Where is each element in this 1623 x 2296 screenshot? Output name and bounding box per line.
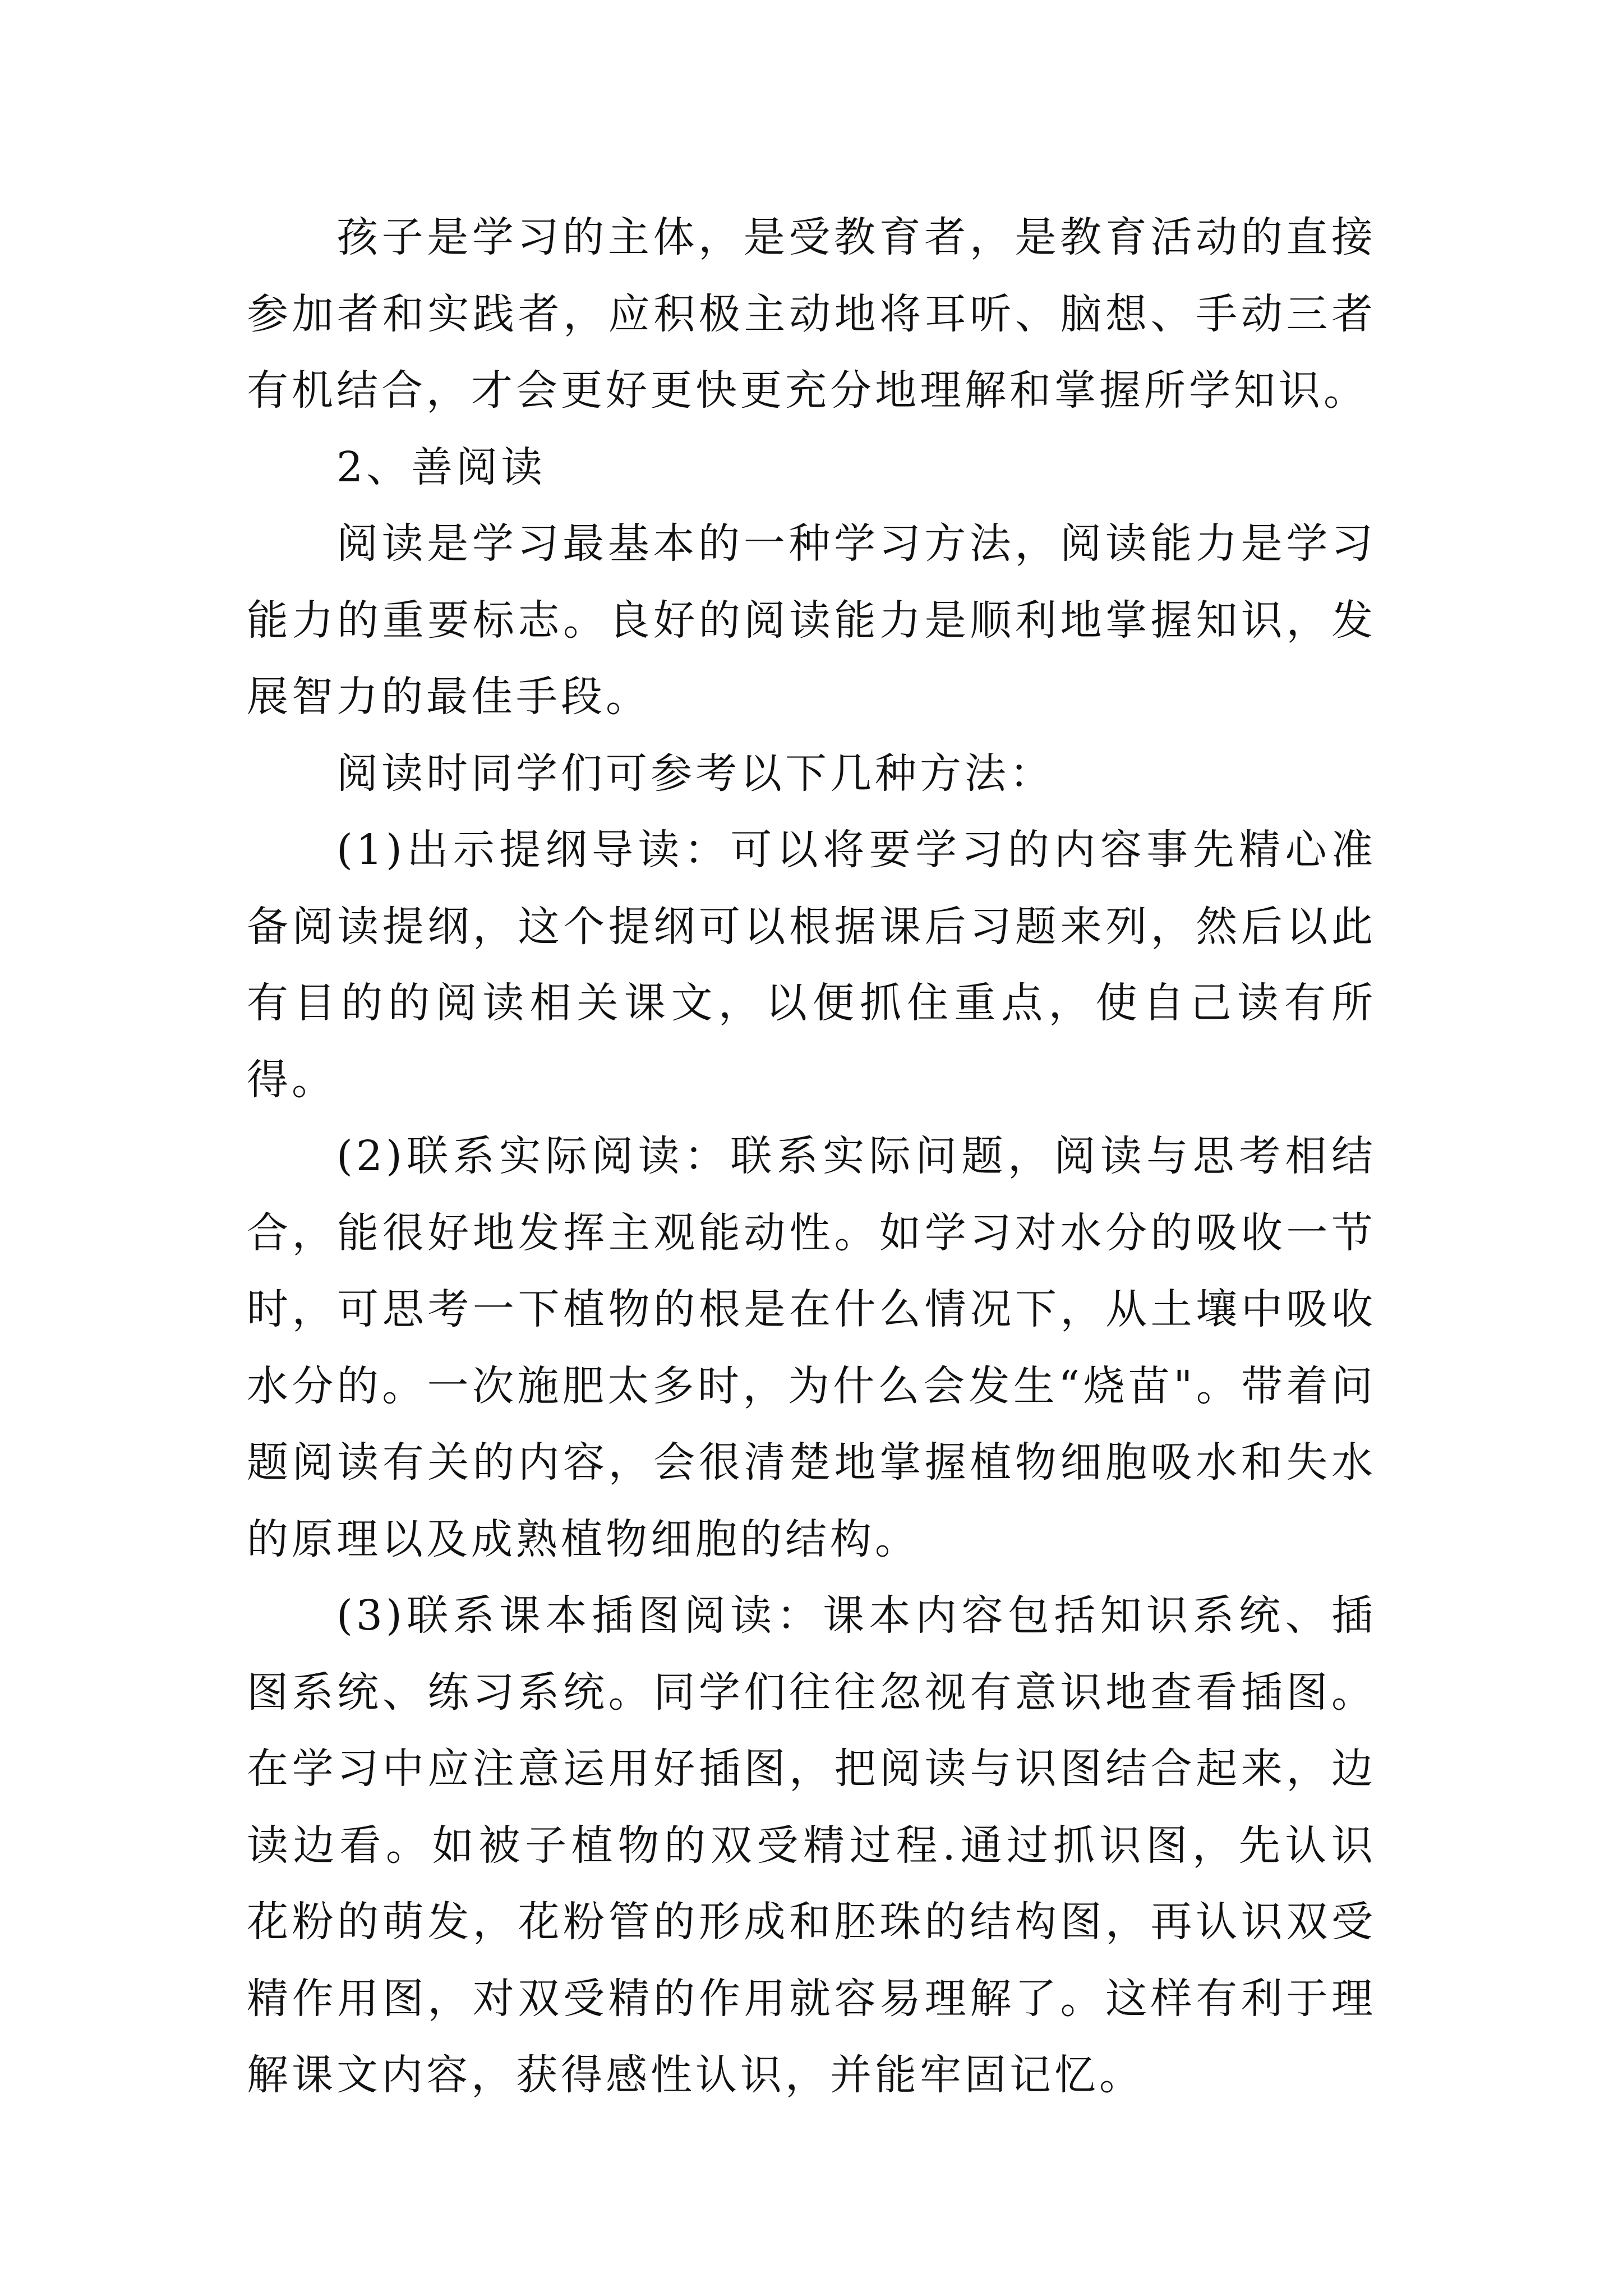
paragraph-method-3: (3)联系课本插图阅读：课本内容包括知识系统、插图系统、练习系统。同学们往往忽视有意识地查看插图。在学习中应注意运用好插图，把阅读与识图结合起来，边读边看。如被子植物的双受精过程.通过抓识图，先认识花粉的萌发，花粉管的形成和胚珠的结构图，再认识双受精作用图，对双受精的作用就容易理解了。这样有利于理解课文内容，获得感性认识，并能牢固记忆。 xyxy=(247,1591,1376,2099)
document-body xyxy=(247,199,1376,2114)
paragraph-method-1: (1)出示提纲导读：可以将要学习的内容事先精心准备阅读提纲，这个提纲可以根据课后习题来列，然后以此有目的的阅读相关课文，以便抓住重点，使自己读有所得。 xyxy=(247,826,1376,1104)
paragraph-method-2: (2)联系实际阅读：联系实际问题，阅读与思考相结合，能很好地发挥主观能动性。如学习对水分的吸收一节时，可思考一下植物的根是在什么情况下，从土壤中吸收水分的。一次施肥太多时，为什么会发生“烧苗"。带着问题阅读有关的内容，会很清楚地掌握植物细胞吸水和失水的原理以及成熟植物细胞的结构。 xyxy=(247,1132,1376,1563)
section-heading-reading: 2、善阅读 xyxy=(336,443,546,491)
paragraph-methods-intro: 阅读时同学们可参考以下几种方法： xyxy=(336,749,1054,798)
paragraph-intro: 孩子是学习的主体，是受教育者，是教育活动的直接参加者和实践者，应积极主动地将耳听、脑想、手动三者有机结合，才会更好更快更充分地理解和掌握所学知识。 xyxy=(247,213,1376,415)
paragraph-reading-importance: 阅读是学习最基本的一种学习方法，阅读能力是学习能力的重要标志。良好的阅读能力是顺利地掌握知识，发展智力的最佳手段。 xyxy=(247,519,1376,721)
